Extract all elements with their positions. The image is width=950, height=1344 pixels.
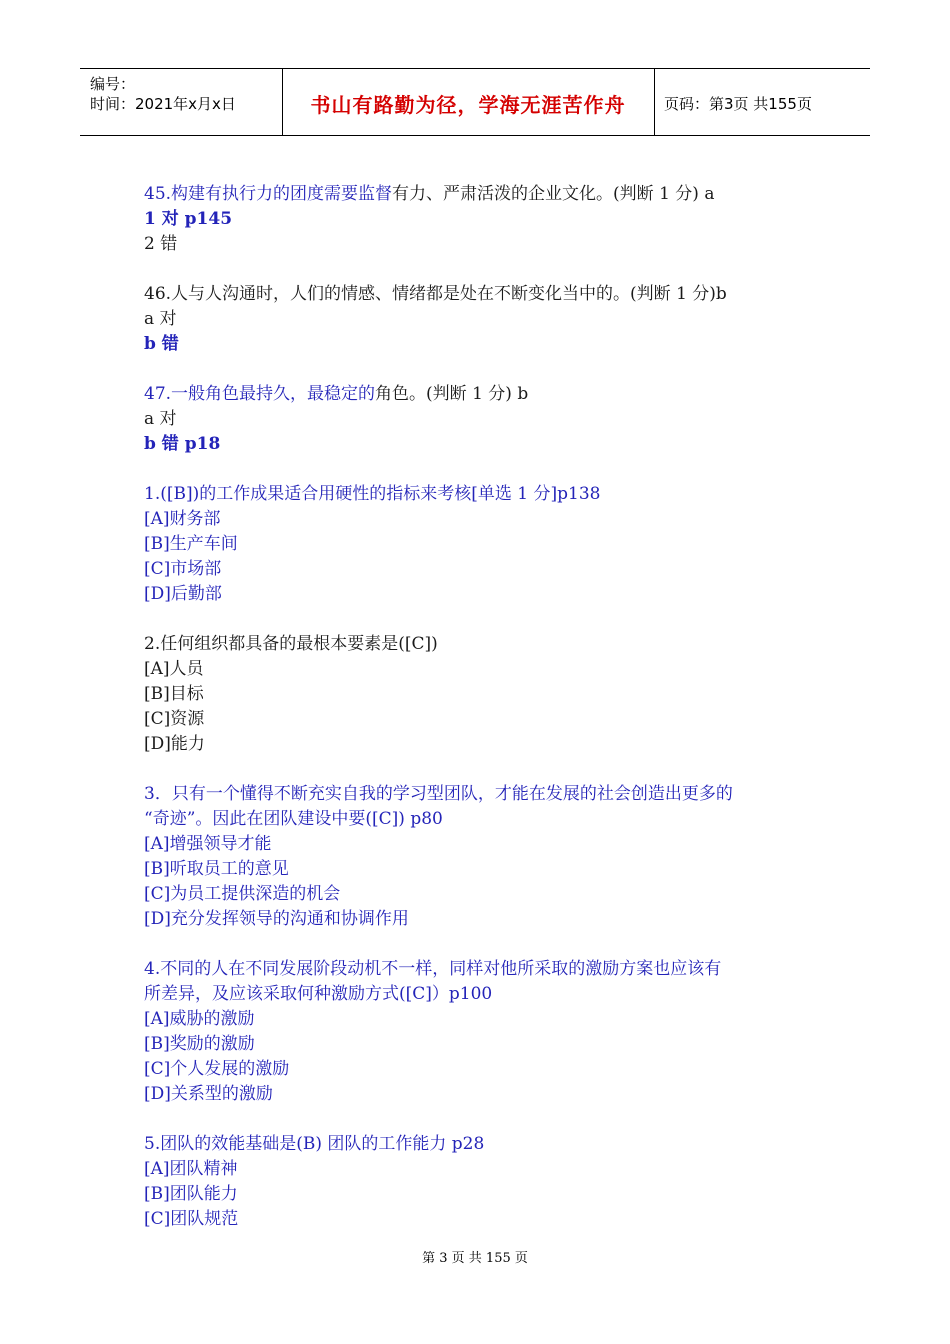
question-block: [144, 957, 844, 1107]
question-spacer: [144, 757, 844, 782]
question-option-line: [144, 232, 844, 257]
question-option-line: [144, 432, 844, 457]
question-text: [C]为员工提供深造的机会: [144, 884, 341, 904]
header-motto-cell: [282, 69, 655, 135]
question-stem-line: [144, 482, 844, 507]
question-text: [A]团队精神: [144, 1159, 238, 1179]
question-text: 1.([B])的工作成果适合用硬性的指标来考核[单选 1 分]p138: [144, 484, 601, 504]
question-stem-line: [144, 282, 844, 307]
question-block: [144, 1132, 844, 1232]
question-block: [144, 782, 844, 932]
question-stem-line: [144, 957, 844, 982]
question-option-line: [144, 532, 844, 557]
document-time-label: 时间：2021年x月x日: [90, 95, 236, 113]
question-stem-line: [144, 632, 844, 657]
question-text: [A]威胁的激励: [144, 1009, 255, 1029]
question-option-line: [144, 307, 844, 332]
question-text: 1 对 p145: [144, 209, 233, 229]
header-meta-cell: [80, 69, 283, 135]
question-option-line: [144, 507, 844, 532]
question-option-line: [144, 657, 844, 682]
question-option-line: [144, 832, 844, 857]
question-option-line: [144, 407, 844, 432]
question-text: a 对: [144, 309, 177, 329]
question-option-line: [144, 582, 844, 607]
question-text: [C]个人发展的激励: [144, 1059, 290, 1079]
question-text: 4.不同的人在不同发展阶段动机不一样，同样对他所采取的激励方案也应该有: [144, 959, 722, 979]
question-option-line: [144, 707, 844, 732]
question-spacer: [144, 257, 844, 282]
question-block: [144, 382, 844, 457]
question-stem-line: [144, 382, 844, 407]
question-option-line: [144, 1007, 844, 1032]
question-text: b 错 p18: [144, 434, 221, 454]
question-option-line: [144, 982, 844, 1007]
question-option-line: [144, 1082, 844, 1107]
question-text: 45.构建有执行力的团度需要监督: [144, 184, 393, 204]
question-option-line: [144, 857, 844, 882]
question-text: [B]团队能力: [144, 1184, 238, 1204]
question-block: [144, 632, 844, 757]
question-text: a 对: [144, 409, 177, 429]
question-stem-line: [144, 1132, 844, 1157]
question-option-line: [144, 1057, 844, 1082]
question-text: 5.团队的效能基础是(B) 团队的工作能力 p28: [144, 1134, 485, 1154]
question-stem-line: [144, 782, 844, 807]
question-text: 有力、严肃活泼的企业文化。(判断 1 分) a: [392, 184, 715, 204]
question-text: [D]充分发挥领导的沟通和协调作用: [144, 909, 409, 929]
question-text: [D]能力: [144, 734, 205, 754]
question-option-line: [144, 1207, 844, 1232]
question-block: [144, 182, 844, 257]
question-text: “奇迹”。因此在团队建设中要([C]) p80: [144, 809, 443, 829]
question-text: 47.一般角色最持久，最稳定的: [144, 384, 376, 404]
question-option-line: [144, 1182, 844, 1207]
question-option-line: [144, 882, 844, 907]
question-text: 46.人与人沟通时，人们的情感、情绪都是处在不断变化当中的。(判断 1 分)b: [144, 284, 727, 304]
page-header: [80, 68, 870, 136]
question-option-line: [144, 907, 844, 932]
question-text: [A]财务部: [144, 509, 221, 529]
question-text: 角色。(判断 1 分) b: [375, 384, 529, 404]
question-text: [A]人员: [144, 659, 204, 679]
question-text: [B]生产车间: [144, 534, 238, 554]
question-option-line: [144, 1157, 844, 1182]
question-text: [D]关系型的激励: [144, 1084, 273, 1104]
question-text: [B]目标: [144, 684, 204, 704]
question-block: [144, 482, 844, 607]
question-text: 所差异，及应该采取何种激励方式([C]）p100: [144, 984, 493, 1004]
question-text: [C]资源: [144, 709, 205, 729]
question-option-line: [144, 807, 844, 832]
question-text: [B]听取员工的意见: [144, 859, 289, 879]
question-text: [A]增强领导才能: [144, 834, 272, 854]
question-list: [144, 182, 844, 1232]
question-spacer: [144, 1107, 844, 1132]
question-option-line: [144, 207, 844, 232]
page-footer: 第 3 页 共 155 页: [422, 1251, 528, 1266]
question-option-line: [144, 1032, 844, 1057]
question-option-line: [144, 332, 844, 357]
question-text: b 错: [144, 334, 179, 354]
question-option-line: [144, 682, 844, 707]
question-spacer: [144, 932, 844, 957]
question-spacer: [144, 607, 844, 632]
question-block: [144, 282, 844, 357]
question-text: [C]团队规范: [144, 1209, 239, 1229]
document-number-label: 编号：: [90, 75, 136, 93]
question-stem-line: [144, 182, 844, 207]
question-text: 2.任何组织都具备的最根本要素是([C]): [144, 634, 438, 654]
question-text: [D]后勤部: [144, 584, 222, 604]
question-option-line: [144, 732, 844, 757]
question-text: 3．只有一个懂得不断充实自我的学习型团队，才能在发展的社会创造出更多的: [144, 784, 733, 804]
question-spacer: [144, 457, 844, 482]
header-page-info: 页码：第3页 共155页: [664, 95, 812, 113]
header-page-cell: [654, 69, 870, 135]
question-option-line: [144, 557, 844, 582]
question-text: [B]奖励的激励: [144, 1034, 255, 1054]
question-spacer: [144, 357, 844, 382]
header-motto: 书山有路勤为径，学海无涯苦作舟: [310, 93, 626, 117]
question-text: 2 错: [144, 234, 178, 254]
question-text: [C]市场部: [144, 559, 222, 579]
